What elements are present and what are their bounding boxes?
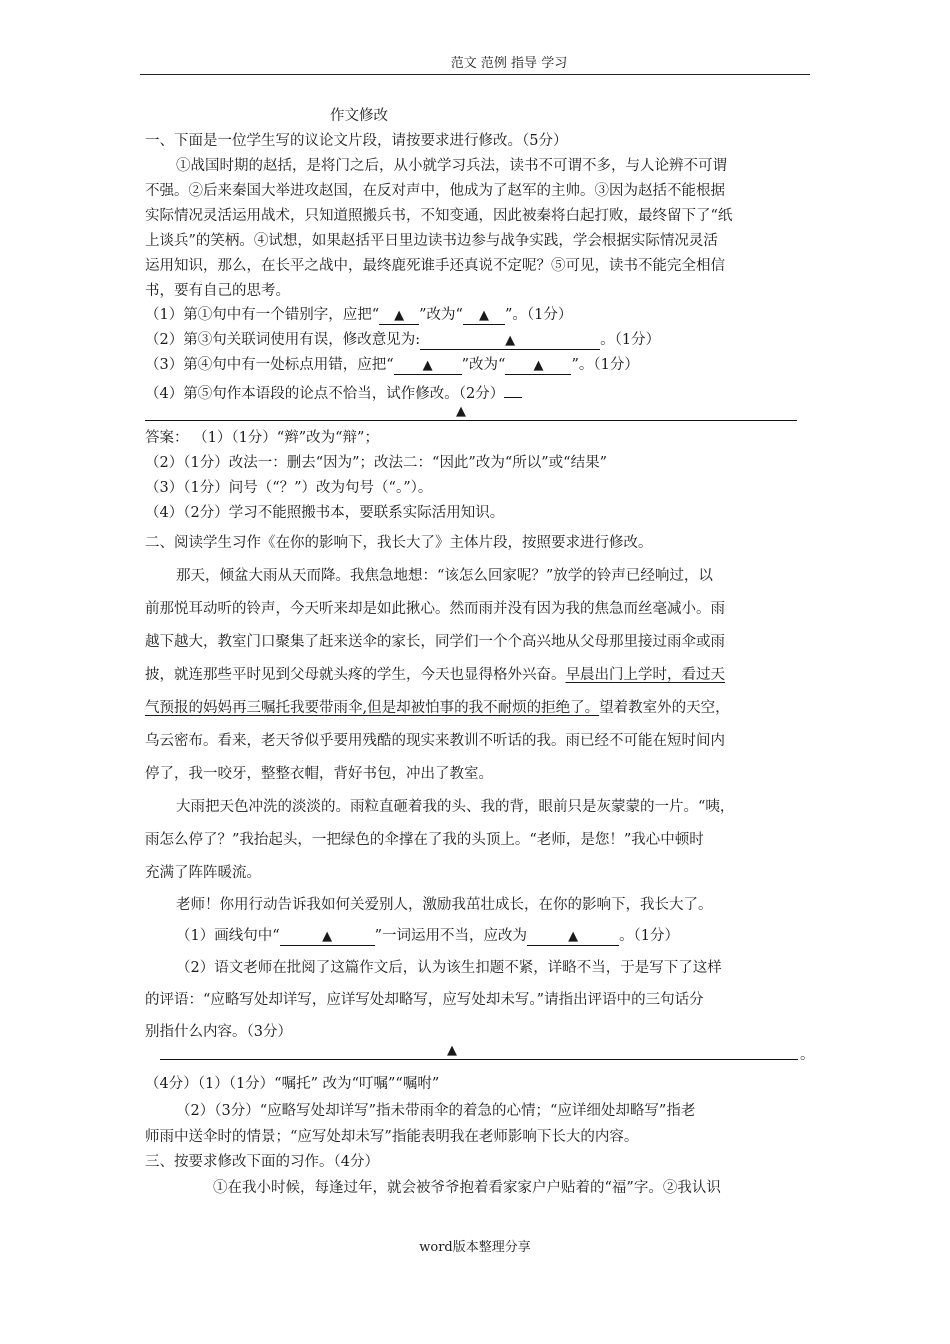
section2-heading: 二、阅读学生习作《在你的影响下，我长大了》主体片段，按照要求进行修改。	[145, 535, 653, 551]
section1-para-line: 上谈兵”的笑柄。④试想，如果赵括平日里边读书边参与战争实践，学会根据实际情况灵活	[145, 233, 718, 249]
answer-line[interactable]	[160, 1059, 798, 1060]
answer-blank[interactable]: ▲	[280, 928, 375, 946]
essay-line: 前那悦耳动听的铃声，今天听来却是如此揪心。然而雨并没有因为我的焦急而丝毫减小。雨	[145, 601, 725, 617]
section1-answer: 答案： （1）（1分）“辫”改为“辩”；	[145, 430, 379, 446]
answer-blank[interactable]: ▲	[463, 307, 505, 325]
section1-answer: （2）（1分）改法一：删去“因为”；改法二：“因此”改为“所以”或“结果”	[145, 455, 608, 471]
section1-question-1: （1）第①句中有一个错别字，应把“ ▲ ”改为“ ▲ ”。（1分）	[145, 307, 573, 323]
section1-para-line: 书，要有自己的思考。	[145, 283, 290, 299]
underlined-sentence: 早晨出门上学时，看过天	[565, 667, 725, 683]
section1-para-line: 实际情况灵活运用战术，只知道照搬兵书，不知变通，因此被秦将白起打败，最终留下了“纸	[145, 208, 733, 224]
section2-question-2: （2）语文老师在批阅了这篇作文后，认为该生扣题不紧，详略不当，于是写下了这样	[176, 960, 722, 976]
answer-blank[interactable]: ▲	[420, 332, 600, 350]
essay-line: 老师！你用行动告诉我如何关爱别人，激励我茁壮成长，在你的影响下，我长大了。	[176, 897, 713, 913]
answer-line-marker: ▲	[456, 404, 466, 419]
page-footer: word版本整理分享	[419, 1240, 531, 1255]
section2-question-1: （1）画线句中“ ▲ ”一词运用不当，应改为 ▲ 。（1分）	[176, 928, 680, 944]
section1-question-4: （4）第⑤句作本语段的论点不恰当，试作修改。（2分）	[145, 380, 522, 404]
essay-line: 雨怎么停了？”我抬起头，一把绿色的伞撑在了我的头顶上。“老师，是您！”我心中顿时	[145, 832, 704, 848]
doc-title: 作文修改	[330, 108, 388, 124]
section2-answer: （2）（3分）“应略写处却详写”指未带雨伞的着急的心情；“应详细处却略写”指老	[176, 1103, 696, 1119]
section1-question-2: （2）第③句关联词使用有误，修改意见为: ▲ 。（1分）	[145, 332, 661, 348]
line-end-mark: 。	[800, 1047, 815, 1063]
answer-blank[interactable]: ▲	[394, 357, 462, 375]
answer-blank[interactable]: ▲	[379, 307, 419, 325]
answer-line[interactable]	[145, 420, 797, 421]
essay-line: 那天，倾盆大雨从天而降。我焦急地想：“该怎么回家呢？”放学的铃声已经响过，以	[176, 568, 713, 584]
underlined-sentence: 气预报的妈妈再三嘱托我要带雨伞,但是却被怕事的我不耐烦的拒绝了。	[145, 700, 600, 716]
section1-para-line: 不强。②后来秦国大举进攻赵国，在反对声中，他成为了赵军的主帅。③因为赵括不能根据	[145, 183, 725, 199]
essay-line: 大雨把天色冲洗的淡淡的。雨粒直砸着我的头、我的背，眼前只是灰蒙蒙的一片。“咦，	[176, 799, 735, 815]
section1-answer: （4）（2分）学习不能照搬书本，要联系实际活用知识。	[145, 505, 505, 521]
essay-line: 充满了阵阵暖流。	[145, 865, 261, 881]
section2-answer: （4分）（1）（1分）“嘱托” 改为“叮嘱”“嘱咐”	[145, 1076, 440, 1092]
answer-blank[interactable]: ▲	[527, 928, 619, 946]
section2-answer: 师雨中送伞时的情景；“应写处却未写”指能表明我在老师影响下长大的内容。	[145, 1129, 639, 1145]
section3-heading: 三、按要求修改下面的习作。（4分）	[145, 1154, 379, 1170]
essay-line: 气预报的妈妈再三嘱托我要带雨伞,但是却被怕事的我不耐烦的拒绝了。望着教室外的天空，	[145, 700, 730, 716]
section3-para-line: ①在我小时候，每逢过年，就会被爷爷抱着看家家户户贴着的“福”字。②我认识	[213, 1180, 721, 1196]
section1-question-3: （3）第④句中有一处标点用错，应把“ ▲ ”改为“ ▲ ”。（1分）	[145, 357, 639, 373]
essay-line: 乌云密布。看来，老天爷似乎要用残酷的现实来教训不听话的我。雨已经不可能在短时间内	[145, 733, 725, 749]
page-header: 范文 范例 指导 学习	[140, 56, 810, 75]
section2-question-2: 别指什么内容。（3分）	[145, 1024, 292, 1040]
answer-blank[interactable]: ▲	[505, 357, 571, 375]
section2-question-2: 的评语：“应略写处却详写，应详写处却略写，应写处却未写。”请指出评语中的三句话分	[145, 992, 704, 1008]
essay-line: 披，就连那些平时见到父母就头疼的学生，今天也显得格外兴奋。早晨出门上学时，看过天	[145, 667, 725, 683]
essay-line: 停了，我一咬牙，整整衣帽，背好书包，冲出了教室。	[145, 766, 493, 782]
section1-para-line: ①战国时期的赵括，是将门之后，从小就学习兵法，读书不可谓不多，与人论辨不可谓	[176, 158, 727, 174]
answer-line-marker: ▲	[447, 1043, 457, 1058]
answer-blank[interactable]	[504, 380, 522, 398]
section1-heading: 一、下面是一位学生写的议论文片段，请按要求进行修改。（5分）	[145, 133, 568, 149]
essay-line: 越下越大，教室门口聚集了赶来送伞的家长，同学们一个个高兴地从父母那里接过雨伞或雨	[145, 634, 725, 650]
section1-para-line: 运用知识，那么，在长平之战中，最终鹿死谁手还真说不定呢？⑤可见，读书不能完全相信	[145, 258, 725, 274]
section1-answer: （3）（1分）问号（“？”）改为句号（“。”）。	[145, 480, 433, 496]
